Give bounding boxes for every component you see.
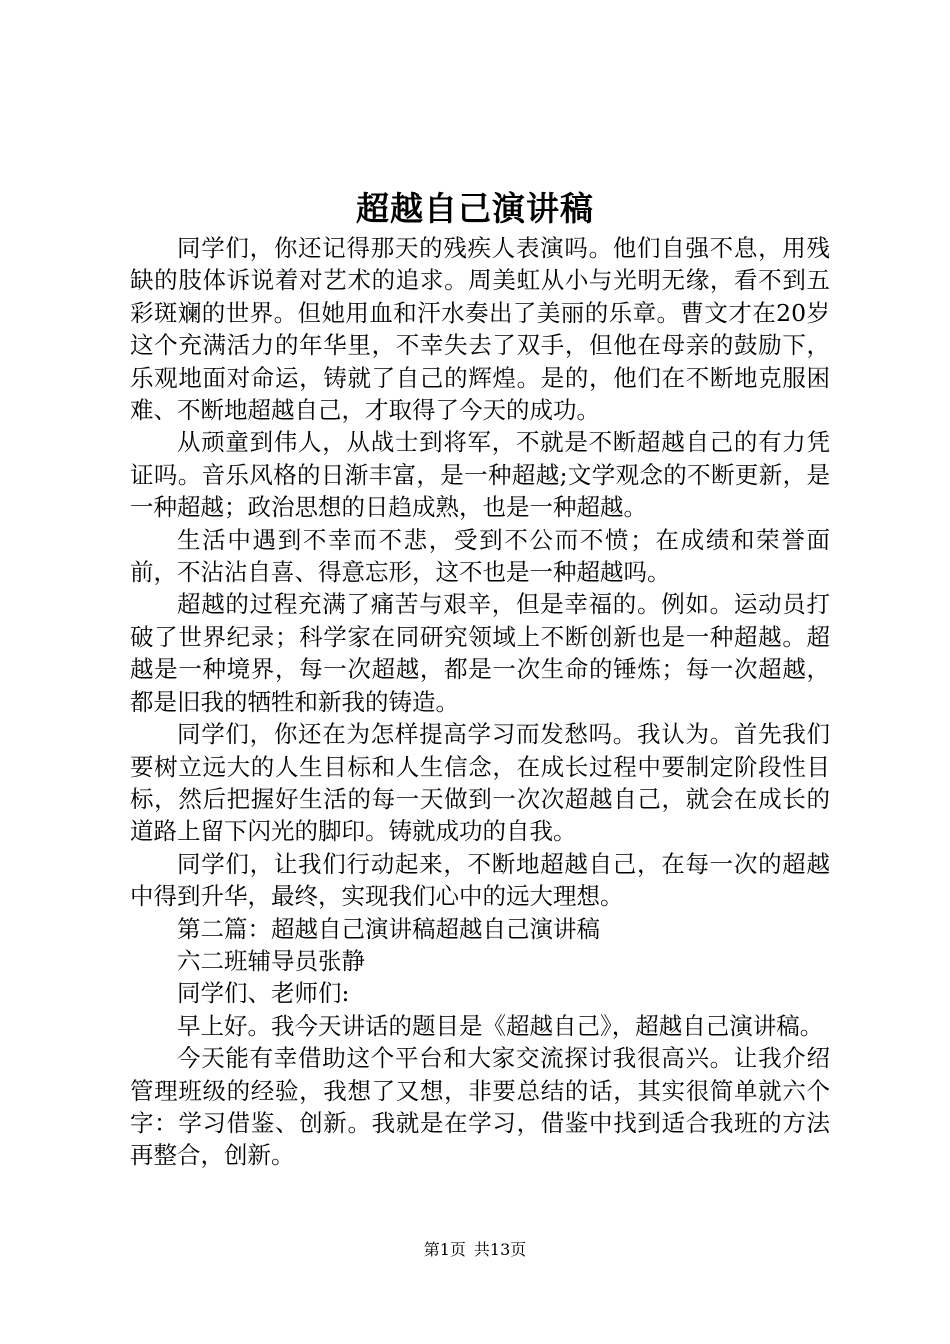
salutation: 同学们、老师们: xyxy=(177,979,350,1008)
paragraph: 同学们，你还记得那天的残疾人表演吗。他们自强不息，用残缺的肢体诉说着对艺术的追求。周美虹从小与光明无缘，看不到五彩斑斓的世界。但她用血和汗水奏出了美丽的乐章。曹文才在20岁这个充满活力的年华里，不幸失去了双手，但他在母亲的鼓励下，乐观地面对命运，铸就了自己的辉煌。是的，他们在不断地克服困难、不断地超越自己，才取得了今天的成功。 xyxy=(130,234,830,425)
paragraph: 同学们，你还在为怎样提高学习而发愁吗。我认为。首先我们要树立远大的人生目标和人生信念，在成长过程中要制定阶段性目标，然后把握好生活的每一天做到一次次超越自己，就会在成长的道路上留下闪光的脚印。铸就成功的自我。 xyxy=(130,720,830,846)
page-number: 第1页 xyxy=(423,1240,466,1259)
paragraph: 早上好。我今天讲话的题目是《超越自己》，超越自己演讲稿。 xyxy=(177,1011,824,1040)
page-total: 共13页 xyxy=(473,1240,527,1259)
paragraph: 超越的过程充满了痛苦与艰辛，但是幸福的。例如。运动员打破了世界纪录；科学家在同研究领域上不断创新也是一种超越。超越是一种境界，每一次超越，都是一次生命的锤炼；每一次超越，都是旧我的牺牲和新我的铸造。 xyxy=(130,590,830,716)
page-footer xyxy=(0,1238,950,1262)
section-heading: 第二篇：超越自己演讲稿超越自己演讲稿 xyxy=(177,914,600,943)
paragraph: 今天能有幸借助这个平台和大家交流探讨我很高兴。让我介绍管理班级的经验，我想了又想，非要总结的话，其实很简单就六个字：学习借鉴、创新。我就是在学习，借鉴中找到适合我班的方法再整合，创新。 xyxy=(130,1044,830,1170)
paragraph: 生活中遇到不幸而不悲，受到不公而不愤；在成绩和荣誉面前，不沾沾自喜、得意忘形，这不也是一种超越吗。 xyxy=(130,525,830,587)
paragraph: 从顽童到伟人，从战士到将军，不就是不断超越自己的有力凭证吗。音乐风格的日渐丰富，是一种超越;文学观念的不断更新，是一种超越；政治思想的日趋成熟，也是一种超越。 xyxy=(130,428,830,522)
paragraph: 同学们，让我们行动起来，不断地超越自己，在每一次的超越中得到升华，最终，实现我们心中的远大理想。 xyxy=(130,849,830,911)
document-body xyxy=(130,232,830,1172)
document-title: 超越自己演讲稿 xyxy=(356,189,594,228)
author-line: 六二班辅导员张静 xyxy=(177,946,365,975)
